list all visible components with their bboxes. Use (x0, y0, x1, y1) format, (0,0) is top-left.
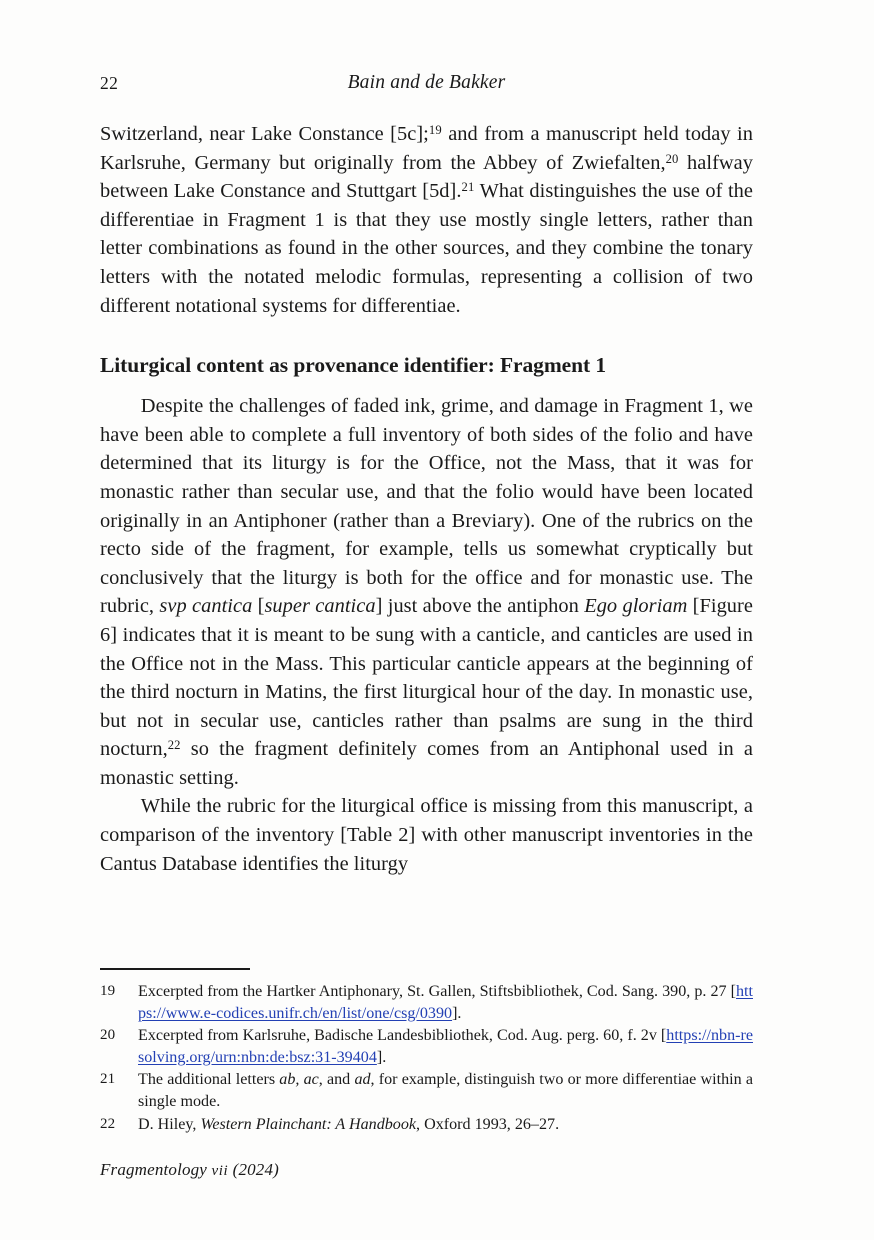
paragraph-2-part-1: Despite the challenges of faded ink, grime, and damage in Fragment 1, we have been able to complete a full inventory of both sides of the folio and have determined that its liturgy is for the Office, not the Mass, that it was for monastic rather than secular use, and that the folio would have been located originally in an Antiphoner (rather than a Breviary). One of the rubrics on the recto side of the fragment, for example, tells us somewhat cryptically but conclusively that the liturgy is both for the office and for monastic use. The rubric, (100, 395, 753, 618)
footnote-area (100, 968, 753, 1136)
footnote-text-tail: ]. (452, 1004, 462, 1022)
running-head (100, 70, 753, 96)
footnote-text-mid: , and (318, 1071, 355, 1089)
paragraph-continuation (100, 120, 753, 320)
section-heading: Liturgical content as provenance identifier: Fragment 1 (100, 353, 607, 378)
footnote-19 (100, 981, 753, 1024)
footnote-text: Excerpted from Karlsruhe, Badische Landesbibliothek, Cod. Aug. perg. 60, f. 2v [ (138, 1027, 667, 1045)
spacer-before-heading (100, 320, 753, 351)
footnote-italic-ab-ac: ab, ac (279, 1071, 319, 1089)
antiphon-ego-gloriam: Ego gloriam (584, 595, 688, 618)
footnote-marker-19[interactable]: 19 (428, 123, 442, 138)
footnote-book-title: Western Plainchant: A Handbook (200, 1115, 417, 1133)
footnote-link[interactable]: https://www.e-codices.unifr.ch/en/list/one/csg/0390 (138, 983, 753, 1022)
rubric-super-cantica: super cantica (264, 595, 376, 618)
paragraph-2 (100, 392, 753, 792)
rubric-svp-cantica: svp cantica (159, 595, 253, 618)
footnote-italic-ad: ad (354, 1071, 371, 1089)
paragraph-1-part-1: Switzerland, near Lake Constance [5c]; (100, 123, 429, 145)
footnote-21 (100, 1069, 753, 1112)
journal-title: Fragmentology (100, 1160, 208, 1179)
footnote-link[interactable]: https://nbn-resolving.org/urn:nbn:de:bsz:31-39404 (138, 1027, 753, 1066)
footnote-text-tail: , Oxford 1993, 26–27. (416, 1115, 560, 1133)
footnote-number: 19 (100, 983, 116, 999)
footnote-text: The additional letters (138, 1071, 280, 1089)
journal-volume: vii (211, 1163, 229, 1179)
footnote-marker-22[interactable]: 22 (167, 738, 181, 753)
footnote-number: 21 (100, 1071, 116, 1088)
paragraph-2-part-2: [ (252, 595, 265, 618)
page-number: 22 (100, 73, 119, 93)
paragraph-1-part-2: and from a manuscript held today in Karlsruhe, Germany but originally from the Abbey of Zwiefalten, (100, 123, 753, 174)
body-text-block (100, 120, 753, 878)
paragraph-1-part-3: halfway between Lake Constance and Stuttgart [5d]. (100, 151, 753, 203)
footnote-text: D. Hiley, (138, 1115, 201, 1133)
footnote-marker-20[interactable]: 20 (665, 151, 679, 166)
paragraph-2-part-3: ] just above the antiphon (375, 595, 585, 618)
spacer-after-heading (100, 379, 753, 392)
paragraph-2-part-5: so the fragment definitely comes from an Antiphonal used in a monastic setting. (100, 738, 753, 789)
journal-year: (2024) (232, 1160, 279, 1179)
footnote-22 (100, 1114, 753, 1136)
footnote-text-tail: , for example, distinguish two or more differentiae within a single mode. (138, 1071, 753, 1110)
footnote-text: Excerpted from the Hartker Antiphonary, St. Gallen, Stiftsbibliothek, Cod. Sang. 390, p. 27 [ (138, 983, 736, 1000)
journal-footer (100, 1160, 279, 1180)
footnote-number: 20 (100, 1027, 116, 1044)
footnote-text-tail: ]. (376, 1048, 387, 1066)
footnote-20 (100, 1025, 753, 1068)
paragraph-2-part-4: [Figure 6] indicates that it is meant to be sung with a canticle, and canticles are used in the Office not in the Mass. This particular canticle appears at the beginning of the third nocturn in Matins, the first liturgical hour of the day. In monastic use, but not in secular use, canticles rather than psalms are sung in the third nocturn, (100, 595, 753, 761)
paragraph-1-part-4: What distinguishes the use of the differentiae in Fragment 1 is that they use mostly single letters, rather than letter combinations as found in the other sources, and they combine the tonary letters with the notated melodic formulas, representing a collision of two different notational systems for differentiae. (100, 180, 753, 317)
running-head-title: Bain and de Bakker (347, 72, 506, 93)
footnote-number: 22 (100, 1115, 116, 1132)
paragraph-3: While the rubric for the liturgical office is missing from this manuscript, a comparison of the inventory [Table 2] with other manuscript inventories in the Cantus Database identifies the liturgy (100, 795, 753, 875)
footnote-separator-rule (100, 968, 250, 970)
footnote-marker-21[interactable]: 21 (461, 180, 475, 195)
